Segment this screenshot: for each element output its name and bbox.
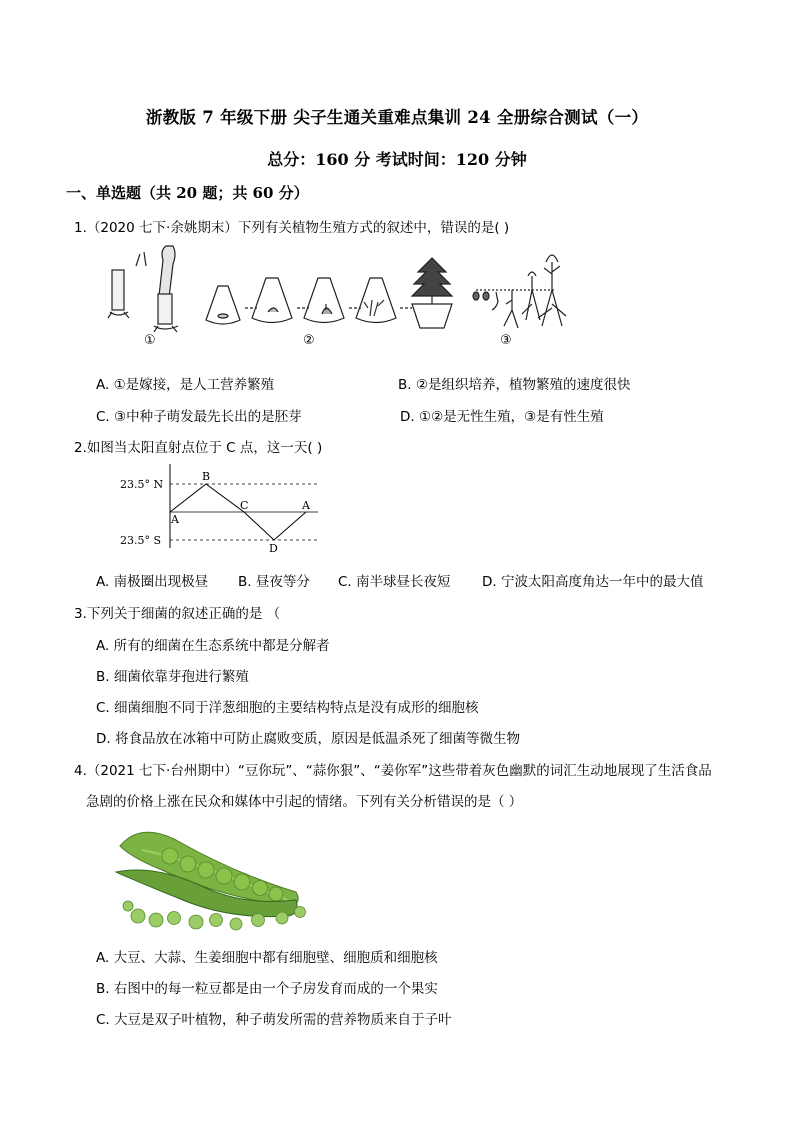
point-a-right: A (302, 499, 310, 512)
q3-option-c[interactable]: C. 细菌细胞不同于洋葱细胞的主要结构特点是没有成形的细胞核 (96, 700, 479, 716)
question-1-stem: 1.（2020 七下·余姚期末）下列有关植物生殖方式的叙述中，错误的是( ) (74, 220, 510, 236)
question-4-stem-line2: 急剧的价格上涨在民众和媒体中引起的情绪。下列有关分析错误的是（ ） (86, 794, 523, 810)
plant-reproduction-figure (100, 238, 580, 350)
lat-south-label: 23.5° S (120, 534, 162, 547)
q1-option-c[interactable]: C. ③中种子萌发最先长出的是胚芽 (96, 409, 302, 425)
figure-label-1: ① (144, 333, 156, 348)
figure-label-2: ② (303, 333, 315, 348)
page-title: 浙教版 7 年级下册 尖子生通关重难点集训 24 全册综合测试（一） (145, 108, 649, 127)
q4-option-a[interactable]: A. 大豆、大蒜、生姜细胞中都有细胞壁、细胞质和细胞核 (96, 950, 438, 966)
q4-option-c[interactable]: C. 大豆是双子叶植物，种子萌发所需的营养物质来自于子叶 (96, 1012, 452, 1028)
tissue-culture-illustration (206, 258, 452, 328)
q3-option-d[interactable]: D. 将食品放在冰箱中可防止腐败变质，原因是低温杀死了细菌等微生物 (96, 731, 520, 747)
section-heading: 一、单选题（共 20 题；共 60 分） (66, 184, 309, 202)
grafting-illustration (108, 246, 178, 332)
q2-option-b[interactable]: B. 昼夜等分 (238, 574, 310, 590)
solar-declination-diagram (118, 460, 328, 558)
figure-label-3: ③ (500, 333, 512, 348)
q1-option-d[interactable]: D. ①②是无性生殖，③是有性生殖 (400, 409, 604, 425)
point-c: C (240, 499, 249, 512)
green-peas-image (112, 820, 308, 932)
q2-option-a[interactable]: A. 南极圈出现极昼 (96, 574, 209, 590)
exam-info: 总分：160 分 考试时间：120 分钟 (267, 150, 527, 169)
q4-option-b[interactable]: B. 右图中的每一粒豆都是由一个子房发育而成的一个果实 (96, 981, 438, 997)
q1-option-a[interactable]: A. ①是嫁接，是人工营养繁殖 (96, 377, 275, 393)
q2-option-c[interactable]: C. 南半球昼长夜短 (338, 574, 451, 590)
q3-option-b[interactable]: B. 细菌依靠芽孢进行繁殖 (96, 669, 249, 685)
q3-option-a[interactable]: A. 所有的细菌在生态系统中都是分解者 (96, 638, 330, 654)
question-2-stem: 2.如图当太阳直射点位于 C 点，这一天( ) (74, 440, 323, 456)
question-3-stem: 3.下列关于细菌的叙述正确的是 （ (74, 606, 281, 622)
point-b: B (202, 470, 211, 483)
point-a-left: A (171, 513, 179, 526)
seed-germination-illustration (473, 255, 566, 328)
point-d: D (269, 542, 278, 555)
q1-option-b[interactable]: B. ②是组织培养，植物繁殖的速度很快 (398, 377, 631, 393)
lat-north-label: 23.5° N (120, 478, 164, 491)
q2-option-d[interactable]: D. 宁波太阳高度角达一年中的最大值 (482, 574, 704, 590)
question-4-stem-line1: 4.（2021 七下·台州期中）“豆你玩”、“蒜你狠”、“姜你军”这些带着灰色幽默的词汇生动地展现了生活食品 (74, 763, 712, 779)
